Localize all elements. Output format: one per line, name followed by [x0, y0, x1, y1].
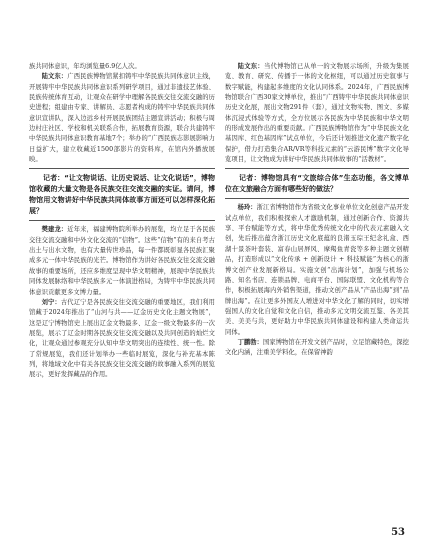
left-column	[29, 62, 215, 381]
speaker-name: 丁鹏勃：	[237, 338, 263, 346]
paragraph-body: 国家博物馆在开发文创产品时，立足馆藏特色，深挖文化内涵，注重美学料化，在保留神韵	[225, 338, 410, 357]
separator-line	[29, 168, 215, 169]
paragraph: 族共同体意识，年均浏览量6.9亿人次。	[29, 63, 141, 70]
page-number: 53	[391, 527, 405, 538]
separator-line	[225, 198, 409, 199]
reporter-question: 记者：“让文物说话、让历史说话、让文化说话”，博物馆收藏的大量文物是各民族交往交流交融的实证。请问，博物馆用文物讲好中华民族共同体故事方面还可以怎样深化拓展？	[29, 174, 215, 216]
paragraph	[29, 225, 215, 297]
speaker-name: 樊建龙：	[41, 226, 68, 234]
paragraph-body: 近年来，福建博物院所举办的展览，均立足于各民族交往交流交融和中外文化交流的“信物”。这些“信物”有的来自考古出土与出水文物，也有大量传世珍品，每一件都既彰显各民族汇聚成多元一体中华民族的光芒。博物馆作为讲好各民族交往交流交融故事的重要场所，还应多维度呈现中华文明精神，展现中华民族共同体发展脉络和中华民族多元一体演进格局，为铸牢中华民族共同体意识贡献更多文博力量。	[29, 226, 215, 296]
right-column	[225, 62, 409, 359]
separator-line	[29, 220, 215, 221]
paragraph	[225, 203, 409, 337]
paragraph-body: 古代辽宁是各民族交往交流交融的重要地区，我们利用馆藏于2024年推出了“山河与共——辽金历史文化主题文物展”，这是辽宁博物馆史上展出辽金文物最多、辽金一级文物最多的一次展览，展示了辽金时期各民族交往交流交融以及共同创造的灿烂文化，让观众通过参观充分认知中华文明突出的连续性、统一性。除了常规展览，我们还计划举办一些临时展览，深化与补充基本陈列，将地域文化中有关各民族交往交流交融的故事融入系列的展览展示，更好发挥藏品的作用。	[29, 298, 215, 379]
paragraph	[225, 338, 409, 359]
paragraph	[29, 298, 215, 381]
paragraph-body: 广西民族博物馆紧扣铸牢中华民族共同体意识主线，开展铸牢中华民族共同体意识系列研学项目，通过非遗技艺体验、民族传统体育互动，让观众在研学中理解各民族交往交流交融的历史进程；组建由专家、讲解员、志愿者构成的铸牢中华民族共同体意识宣讲队，深入边远乡村开展民族团结主题宣讲活动；积极与周边村庄社区、学校和机关联系合作，拓展教育资源，联合共建铸牢中华民族共同体意识教育基地7个；举办的“广西民族志影展影响力日益扩大，建立收藏近1500部影片的资料库，在馆内外播放展映。	[29, 73, 215, 164]
reporter-question: 记者：博物馆具有“文旅综合体”生态功能，各文博单位在文旅融合方面有哪些好的做法？	[225, 174, 409, 194]
separator-line	[225, 168, 409, 169]
paragraph	[29, 72, 215, 165]
speaker-name: 刘宁：	[41, 298, 61, 306]
paragraph	[225, 62, 409, 165]
paragraph-body: 浙江省博物馆作为省级文化事业单位文化创意产品开发试点单位，我们积极探索人才激励机制，通过创新合作、资源共享、平台赋能等方式，将中华优秀传统文化中的代表元素融入文创，先后推出蕴含浙江历史文化底蕴的良渚玉琮王纪念礼盒、西湖十景茶叶套装、富春山居屏风、摩羯鱼青瓷等多种主题文创精品，打造形成以“文化传承 + 创新设计 + 科技赋能”为核心的浙博文创产业发展新格局。实施文创“出海计划”，加强与机场公路、知名书店、连锁品牌、电商平台、国际联盟、文化机构等合作，积极拓展海内外销售渠道，推动文创产品从“产品出海”到“品牌出海”。在让更多外国友人增进对中华文化了解的同时，切实增强国人的文化自觉和文化自信，推动多元文明交流互鉴、各美其美、美美与共，更好助力中华民族共同体建设和构建人类命运共同体。	[225, 204, 409, 336]
speaker-name: 陆文东：	[237, 63, 265, 70]
speaker-name: 陆文东：	[41, 73, 68, 81]
speaker-name: 杨玲：	[237, 204, 257, 212]
paragraph-body: 当代博物馆已从单一的文物展示场所，升级为集展览、教育、研究、传播于一体的文化枢纽，可以通过历史叙事与数字赋能，构建起多维度的文化认同体系。2024年，广西民族博物馆联合广西30家文博单位，推出“广西铸牢中华民族共同体意识历史文化展，展出文物291件（套），通过文物实物、图文、多媒体沉浸式体验等方式，全方位展示各民族为中华民族和中华文明的形成发展作出的重要贡献。广西民族博物馆作为“中华民族文化基因库、红色基因库”试点单位，今后还计划推进文化遗产数字化保护，借力打造集合AR/VR等科技元素的“云游民博”数字文化导览项目，让文物成为讲好中华民族共同体故事的“活教材”。	[225, 63, 410, 164]
